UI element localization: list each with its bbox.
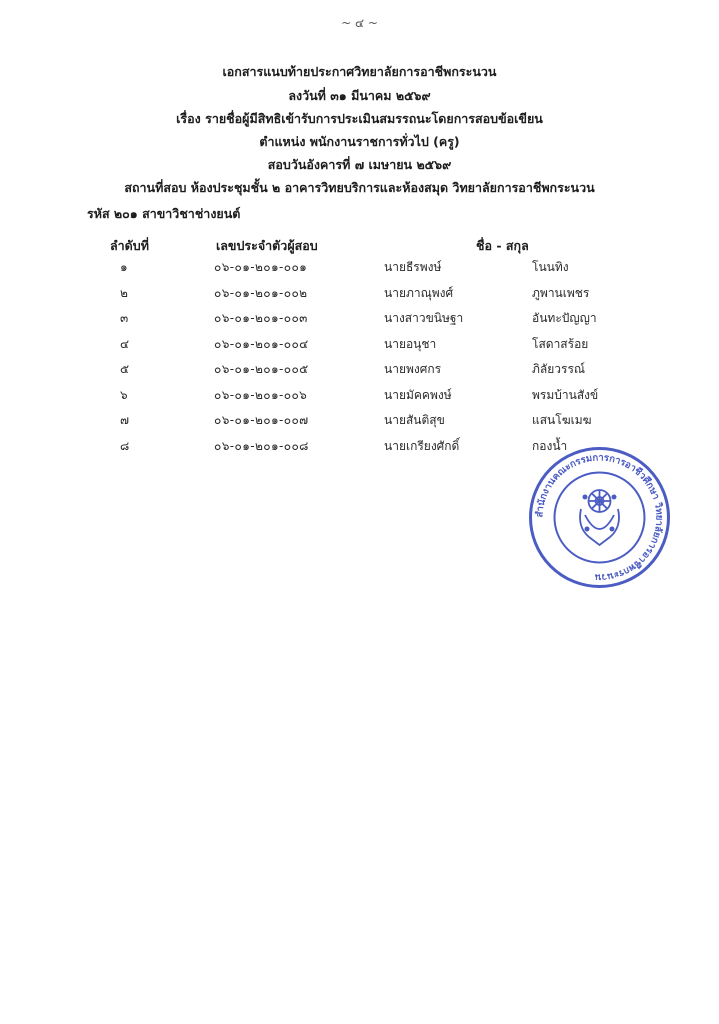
first-name: นายอนุชา [384,336,437,351]
table-row [0,386,719,408]
last-name: อันทะปัญญา [532,311,597,325]
last-name: พรมบ้านสังข์ [532,387,599,402]
column-header-name: ชื่อ - สกุล [476,238,529,253]
first-name: นางสาวขนิษฐา [384,311,464,325]
exam-id: ๐๖-๐๑-๒๐๑-๐๐๒ [214,285,308,300]
row-number: ๕ [120,362,130,376]
exam-id: ๐๖-๐๑-๒๐๑-๐๐๑ [214,260,308,274]
header-exam-date: สอบวันอังคารที่ ๗ เมษายน ๒๕๖๙ [267,157,452,172]
first-name: นายภาณุพงศ์ [384,285,454,300]
table-row [0,360,719,382]
first-name: นายเกรียงศักดิ์ [384,438,460,453]
row-number: ๓ [120,311,129,325]
row-number: ๘ [120,438,130,453]
table-row [0,335,719,357]
header-exam-location: สถานที่สอบ ห้องประชุมชั้น ๒ อาคารวิทยบริการและห้องสมุด วิทยาลัยการอาชีพกระนวน [124,180,595,195]
row-number: ๔ [120,336,130,351]
seal-text: สำนักงานคณะกรรมการการอาชีวศึกษา วิทยาลัยการอาชีพกระนวน [534,452,665,583]
last-name: ภูพานเพชร [532,285,590,300]
program-code: รหัส ๒๐๑ สาขาวิชาช่างยนต์ [87,206,241,221]
header-title: เอกสารแนบท้ายประกาศวิทยาลัยการอาชีพกระนวน [222,64,497,79]
first-name: นายสันติสุข [384,413,445,427]
header-position: ตำแหน่ง พนักงานราชการทั่วไป (ครู) [259,134,460,149]
exam-id: ๐๖-๐๑-๒๐๑-๐๐๘ [214,438,309,453]
exam-id: ๐๖-๐๑-๒๐๑-๐๐๕ [214,362,309,376]
header-subject: เรื่อง รายชื่อผู้มีสิทธิเข้ารับการประเมินสมรรถนะโดยการสอบข้อเขียน [176,111,543,126]
table-row [0,258,719,280]
first-name: นายมัคคพงษ์ [384,387,452,402]
exam-id: ๐๖-๐๑-๒๐๑-๐๐๗ [214,413,309,427]
last-name: กองน้ำ [532,438,568,453]
last-name: โนนทิง [532,260,569,274]
last-name: แสนโฆเมฆ [532,413,592,427]
column-header-exam-id: เลขประจำตัวผู้สอบ [216,238,318,253]
table-row [0,309,719,331]
row-number: ๗ [120,413,130,427]
exam-id: ๐๖-๐๑-๒๐๑-๐๐๓ [214,311,308,325]
row-number: ๒ [120,285,128,300]
official-seal-icon [527,445,672,590]
header-date: ลงวันที่ ๓๑ มีนาคม ๒๕๖๙ [288,88,431,103]
row-number: ๑ [120,260,128,274]
page-number: ~ ๔ ~ [341,16,378,30]
exam-id: ๐๖-๐๑-๒๐๑-๐๐๖ [214,387,308,402]
first-name: นายธีรพงษ์ [384,260,442,274]
column-header-no: ลำดับที่ [110,238,149,253]
table-row [0,284,719,306]
first-name: นายพงศกร [384,362,442,376]
exam-id: ๐๖-๐๑-๒๐๑-๐๐๔ [214,336,309,351]
last-name: โสดาสร้อย [532,336,589,351]
row-number: ๖ [120,387,128,402]
table-row [0,411,719,433]
last-name: ภิลัยวรรณ์ [532,362,586,376]
